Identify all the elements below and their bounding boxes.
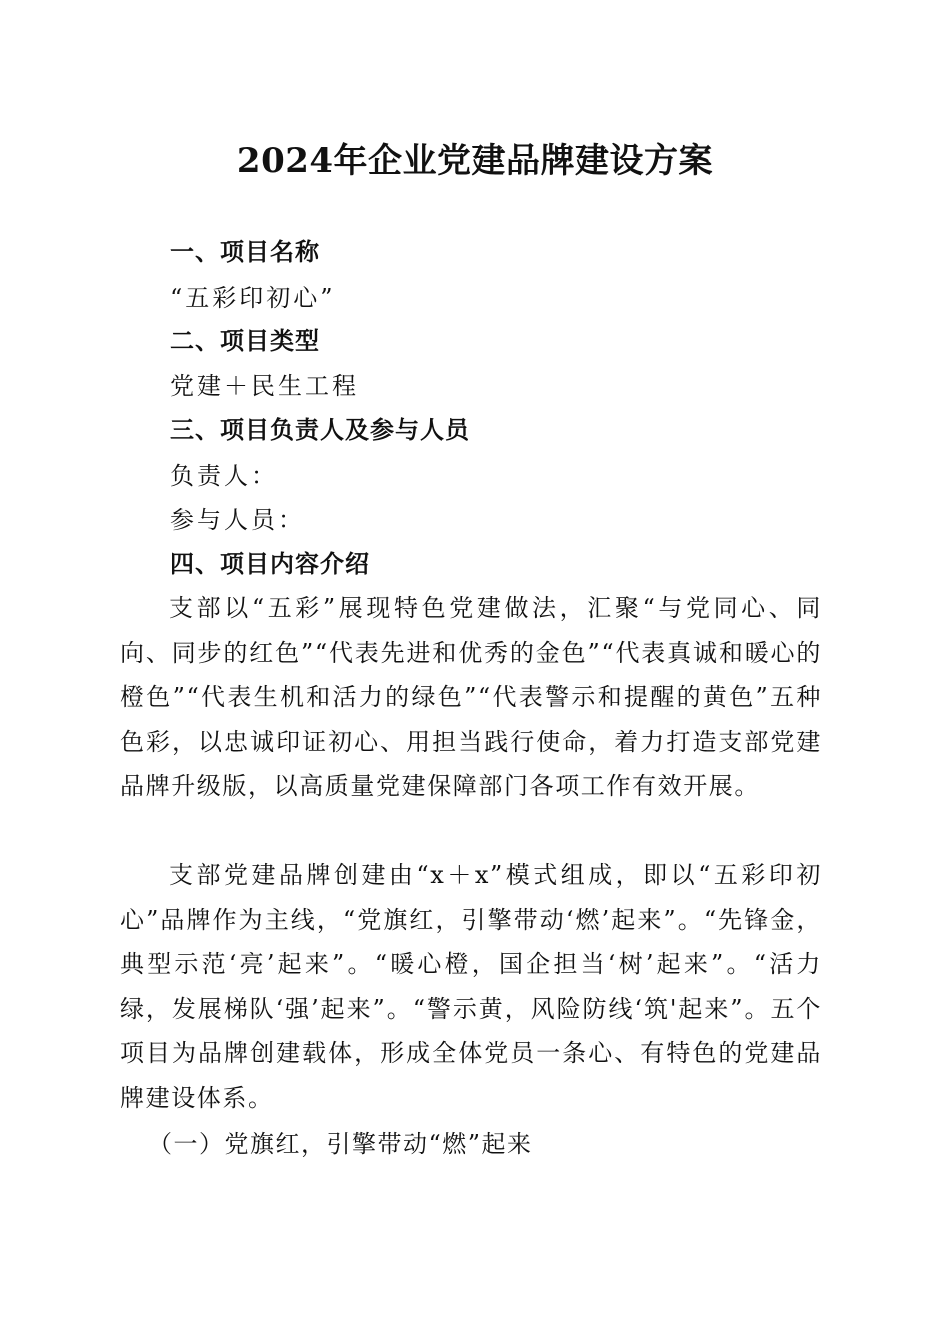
subsection-heading-1: （一）党旗红，引擎带动“燃”起来	[148, 1130, 533, 1158]
field-leader: 负责人：	[170, 462, 278, 490]
section-heading-project-name: 一、项目名称	[170, 238, 320, 266]
project-type-value: 党建＋民生工程	[170, 372, 359, 400]
intro-paragraph-2: 支部党建品牌创建由“x＋x”模式组成，即以“五彩印初心”品牌作为主线，“党旗红，引擎带动‘燃’起来”。“先锋金，典型示范‘亮’起来”。“暖心橙，国企担当‘树’起来”。“活力绿，发展梯队‘强’起来”。“警示黄，风险防线‘筑'起来”。五个项目为品牌创建载体，形成全体党员一条心、有特色的党建品牌建设体系。	[120, 861, 822, 1112]
intro-paragraph-1: 支部以“五彩”展现特色党建做法，汇聚“与党同心、同向、同步的红色”“代表先进和优秀的金色”“代表真诚和暖心的橙色”“代表生机和活力的绿色”“代表警示和提醒的黄色”五种色彩，以忠诚印证初心、用担当践行使命，着力打造支部党建品牌升级版，以高质量党建保障部门各项工作有效开展。	[120, 594, 822, 800]
field-participants: 参与人员：	[170, 506, 305, 534]
section-heading-project-type: 二、项目类型	[170, 327, 320, 355]
section-heading-personnel: 三、项目负责人及参与人员	[170, 416, 470, 444]
project-name-value: “五彩印初心”	[170, 284, 336, 312]
document-title: 2024年企业党建品牌建设方案	[236, 141, 714, 181]
section-heading-content-intro: 四、项目内容介绍	[170, 550, 370, 578]
